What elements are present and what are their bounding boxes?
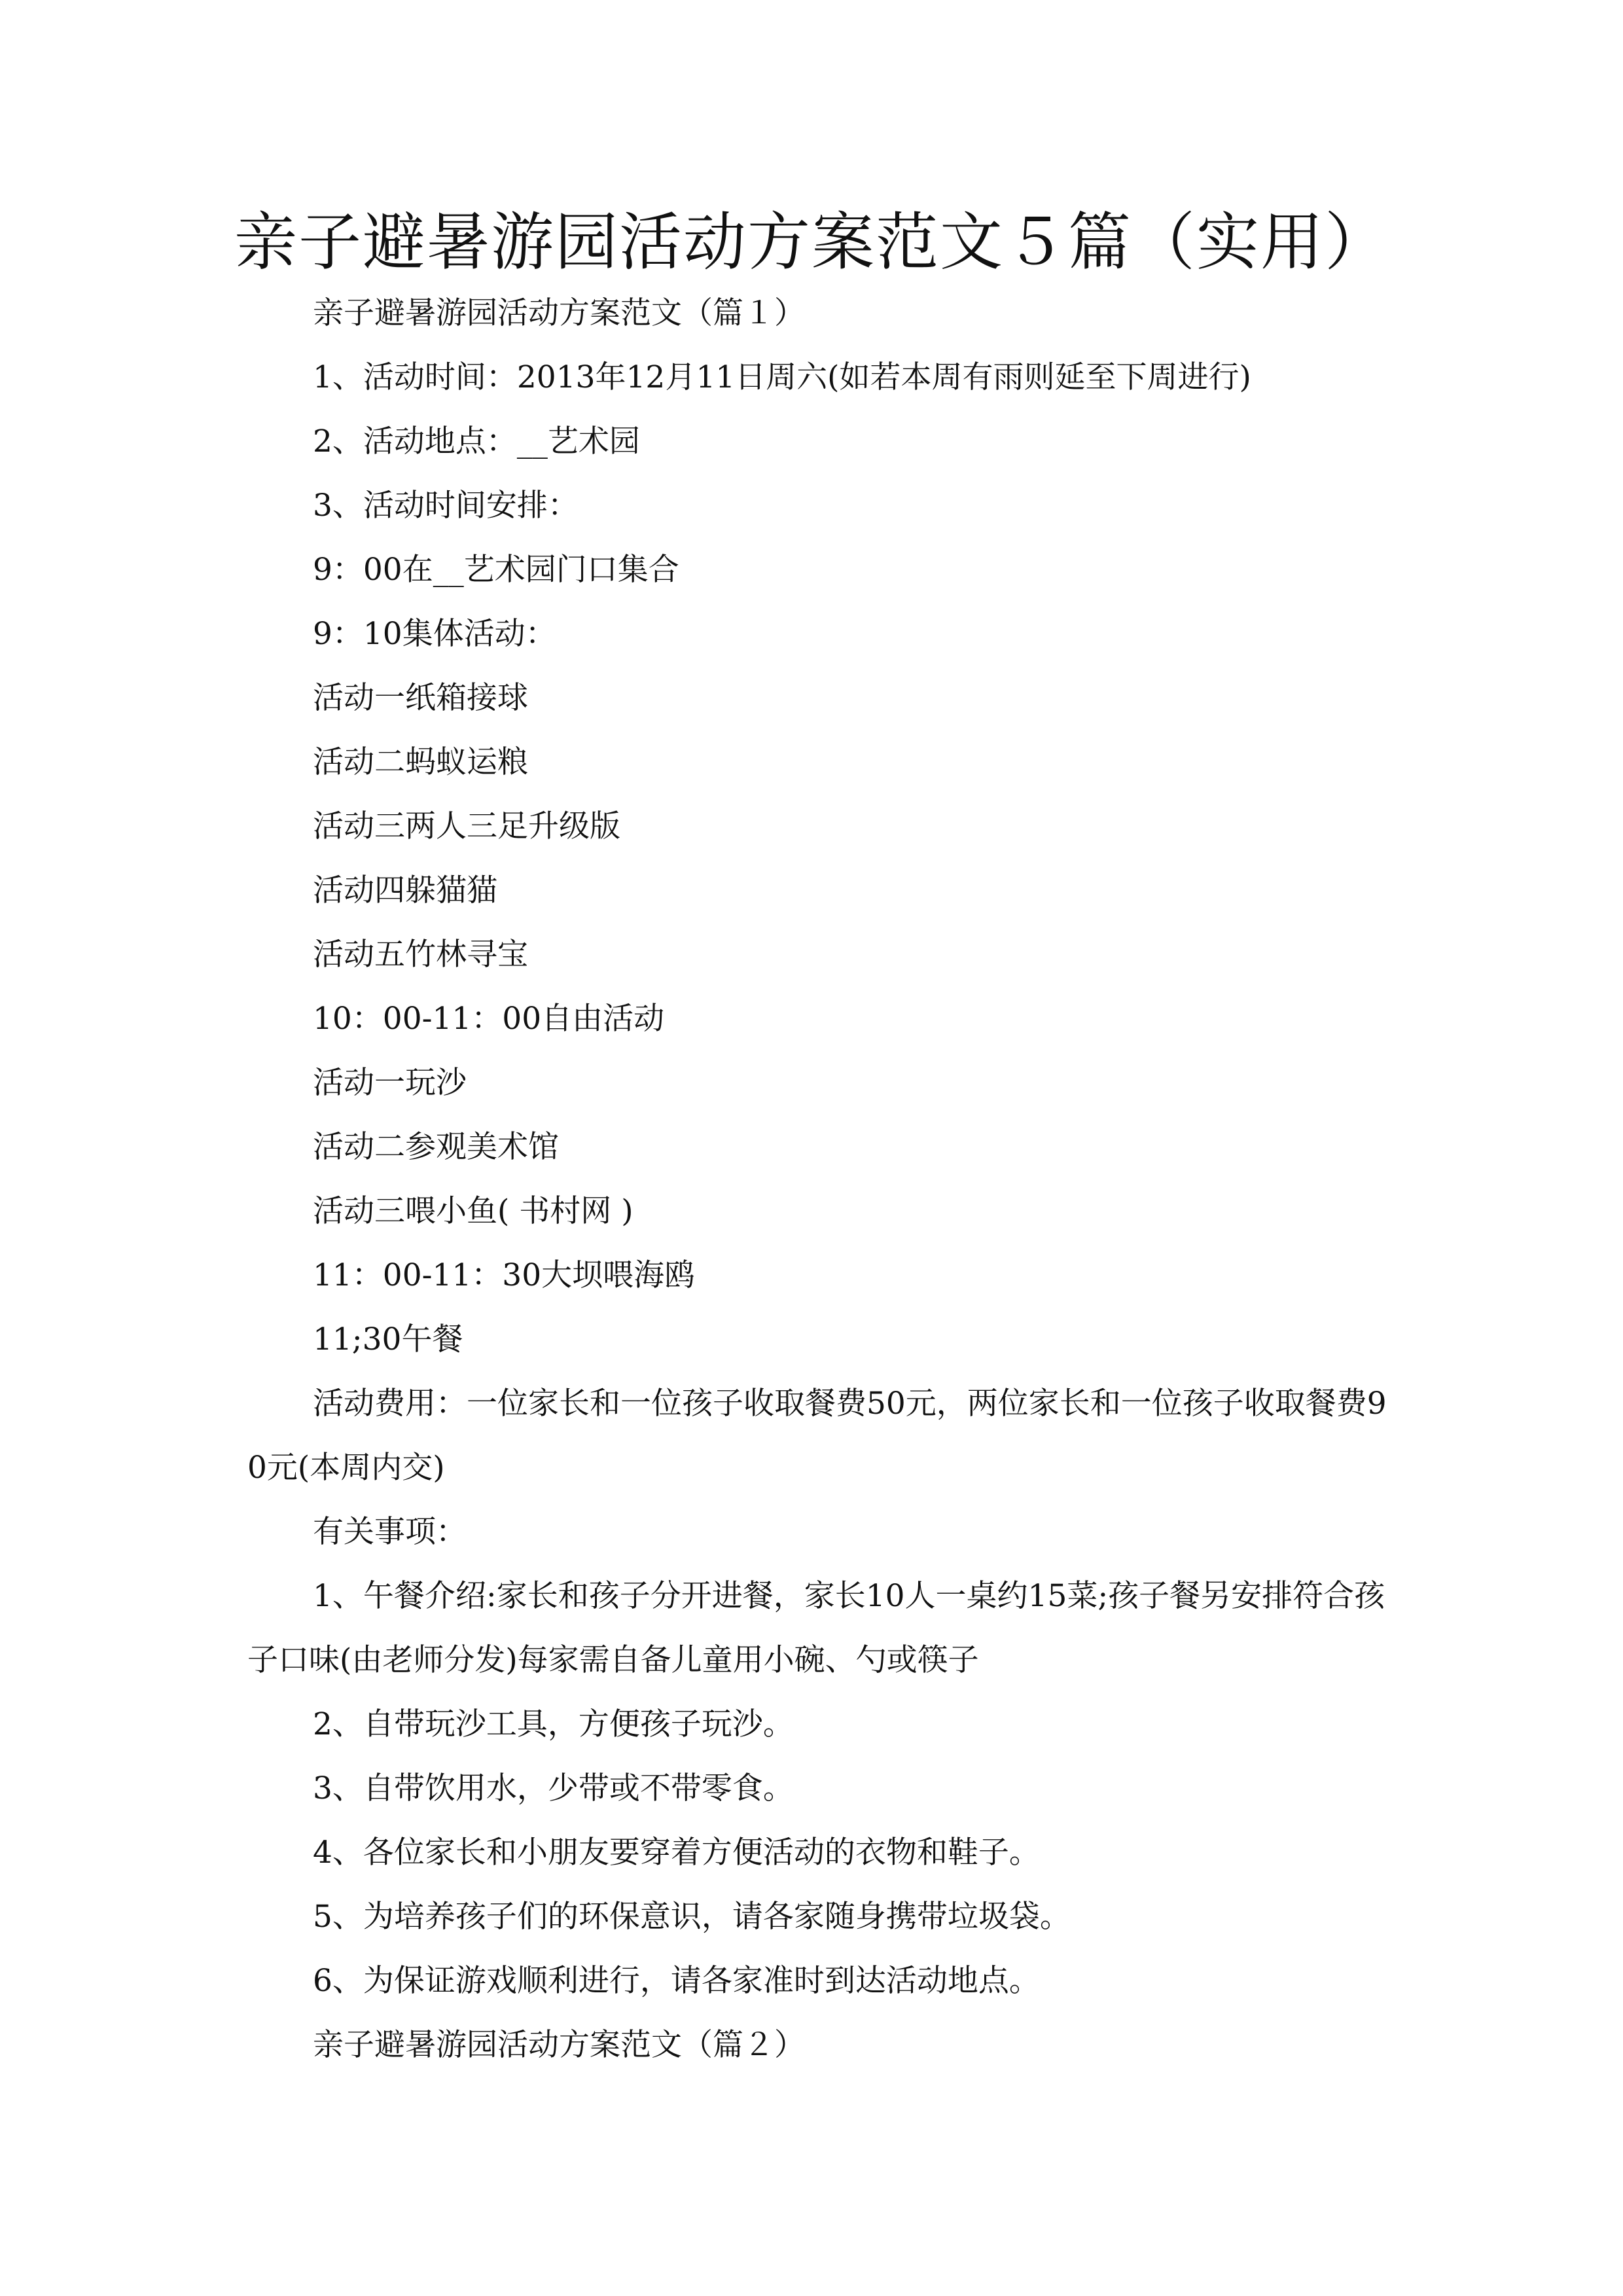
paragraph-notes-heading: 有关事项： — [313, 1514, 467, 1550]
paragraph-note-2: 2、自带玩沙工具，方便孩子玩沙。 — [313, 1706, 794, 1742]
paragraph-free-activity-1: 活动一玩沙 — [313, 1065, 467, 1101]
paragraph-activity-5: 活动五竹林寻宝 — [313, 937, 528, 973]
paragraph-seagull: 11：00-11：30大坝喂海鸥 — [313, 1257, 696, 1293]
paragraph-note-1: 1、午餐介绍:家长和孩子分开进餐，家长10人一桌约15菜;孩子餐另安排符合孩子口味(由老师分发)每家需自备儿童用小碗、勺或筷子 — [247, 1578, 1385, 1678]
paragraph-gathering: 9：00在__艺术园门口集合 — [313, 552, 679, 588]
paragraph-note-4: 4、各位家长和小朋友要穿着方便活动的衣物和鞋子。 — [313, 1835, 1040, 1871]
paragraph-fees: 活动费用：一位家长和一位孩子收取餐费50元，两位家长和一位孩子收取餐费90元(本周内交) — [247, 1386, 1387, 1486]
paragraph-activity-4: 活动四躲猫猫 — [313, 872, 497, 908]
section-heading-2: 亲子避暑游园活动方案范文（篇２） — [313, 2027, 805, 2063]
paragraph-note-3: 3、自带饮用水，少带或不带零食。 — [313, 1770, 794, 1806]
paragraph-activity-time: 1、活动时间：2013年12月11日周六(如若本周有雨则延至下周进行) — [313, 359, 1251, 395]
paragraph-activity-1: 活动一纸箱接球 — [313, 680, 528, 716]
paragraph-activity-3: 活动三两人三足升级版 — [313, 808, 620, 844]
paragraph-free-activity-2: 活动二参观美术馆 — [313, 1129, 559, 1165]
paragraph-lunch: 11;30午餐 — [313, 1321, 463, 1357]
document-body — [247, 281, 1399, 2077]
paragraph-free-activity: 10：00-11：00自由活动 — [313, 1001, 665, 1037]
paragraph-activity-2: 活动二蚂蚁运粮 — [313, 744, 528, 780]
paragraph-activity-location: 2、活动地点：__艺术园 — [313, 423, 640, 459]
paragraph-group-activity: 9：10集体活动： — [313, 616, 556, 652]
section-heading-1: 亲子避暑游园活动方案范文（篇１） — [313, 295, 805, 331]
paragraph-note-6: 6、为保证游戏顺利进行，请各家准时到达活动地点。 — [313, 1963, 1040, 1999]
paragraph-note-5: 5、为培养孩子们的环保意识，请各家随身携带垃圾袋。 — [313, 1899, 1071, 1935]
document-title: 亲子避暑游园活动方案范文５篇（实用） — [234, 206, 1389, 279]
paragraph-schedule-heading: 3、活动时间安排： — [313, 488, 579, 524]
paragraph-free-activity-3: 活动三喂小鱼( 书村网 ) — [313, 1193, 633, 1229]
